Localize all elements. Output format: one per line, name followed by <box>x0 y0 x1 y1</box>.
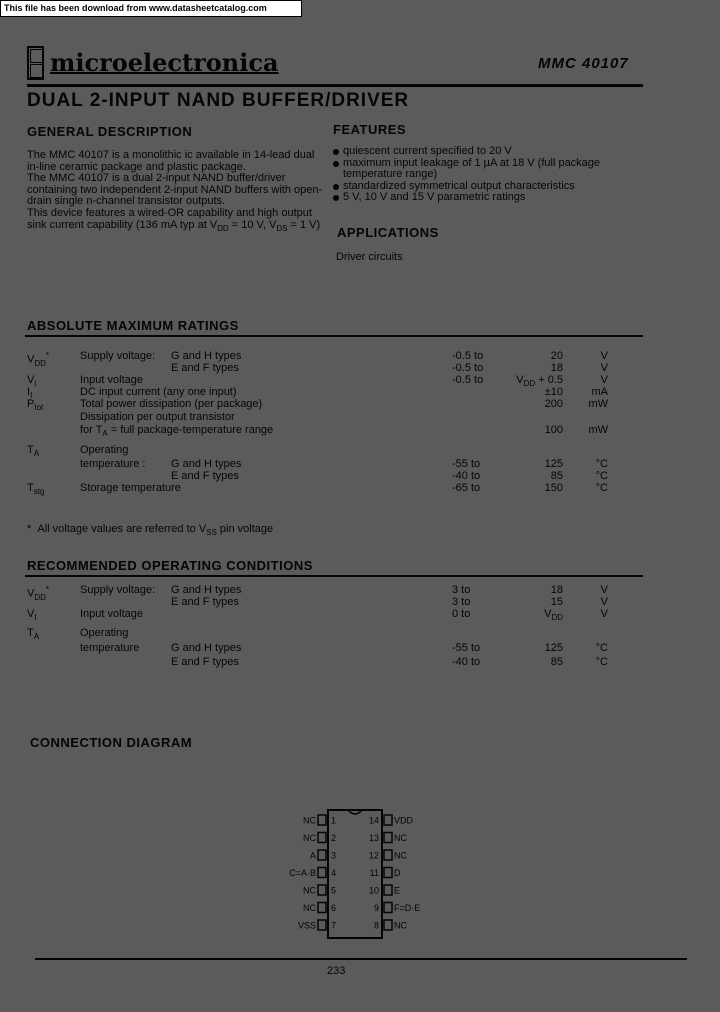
page-title: DUAL 2-INPUT NAND BUFFER/DRIVER <box>27 90 410 111</box>
pin-lead <box>384 920 392 930</box>
pin-label: NC <box>394 833 407 843</box>
pin-lead <box>318 833 326 843</box>
param-label: Operating <box>80 627 129 639</box>
page-number: 233 <box>327 965 346 977</box>
symbol-cell: $T_{stg}$ <box>27 482 45 497</box>
feature-item: quiescent current specified to 20 V <box>333 146 653 158</box>
min-value: 0 to <box>452 608 471 620</box>
desc-para-2: The MMC 40107 is a dual 2-input NAND buffer/driver containing two independent 2-input NAND buffers with open-drain single n-channel transistor outputs. <box>27 172 323 208</box>
min-value: -65 to <box>452 482 481 494</box>
pin-number: 9 <box>373 903 379 913</box>
param-label: DC input current (any one input) <box>80 386 237 398</box>
param-label: temperature : <box>80 458 146 470</box>
min-value: -0.5 to <box>452 374 484 386</box>
pin-lead <box>318 868 326 878</box>
min-value: -0.5 to <box>452 350 484 362</box>
max-value: 100 <box>544 424 563 436</box>
unit-value: mA <box>591 386 608 398</box>
symbol-cell: $I_I$ <box>27 386 33 401</box>
rec-op-heading: RECOMMENDED OPERATING CONDITIONS <box>27 558 313 573</box>
min-value: -40 to <box>452 656 481 668</box>
max-value: 18 <box>550 584 563 596</box>
max-value: 125 <box>544 642 563 654</box>
max-value: ±10 <box>544 386 563 398</box>
param-label: Supply voltage: <box>80 350 156 362</box>
feature-item: standardized symmetrical output characteristics <box>333 181 653 193</box>
unit-value: V <box>600 362 608 374</box>
pin-label: F=D·E <box>394 903 421 913</box>
pin-number: 14 <box>368 815 379 826</box>
header-rule <box>27 84 643 87</box>
pin-lead <box>384 868 392 878</box>
pin-number: 12 <box>368 850 379 861</box>
pin-lead <box>384 850 392 860</box>
type-label: G and H types <box>171 642 242 654</box>
pin-number: 13 <box>368 833 379 843</box>
rec-op-rule <box>25 575 643 577</box>
pin-number: 1 <box>331 815 337 826</box>
pin-lead <box>384 833 392 843</box>
type-label: G and H types <box>171 458 242 470</box>
pin-label: NC <box>303 815 316 826</box>
desc-para-3: This device features a wired-OR capability and high output sink current capability (136 mA typ at $V_{DD} = 10$ V, $V_{DS} = 1$ V) <box>27 206 321 233</box>
abs-max-rule <box>25 335 643 337</box>
param-label: for $T_A$ = full package-temperature range <box>80 424 274 439</box>
max-value: 18 <box>550 362 563 374</box>
max-value: 125 <box>544 458 563 470</box>
symbol-cell: $P_{tot}$ <box>27 398 44 413</box>
pin-number: 3 <box>331 850 337 861</box>
right-pins <box>369 815 420 931</box>
unit-value: V <box>600 596 608 608</box>
unit-value: °C <box>595 482 608 494</box>
pin-lead <box>318 885 326 895</box>
abs-max-heading: ABSOLUTE MAXIMUM RATINGS <box>27 318 239 333</box>
max-value: 20 <box>550 350 563 362</box>
type-label: G and H types <box>171 350 242 362</box>
type-label: G and H types <box>171 584 242 596</box>
param-label: temperature <box>80 642 140 654</box>
pin-number: 2 <box>331 833 337 843</box>
connection-heading: CONNECTION DIAGRAM <box>30 735 193 750</box>
connection-diagram <box>280 800 430 945</box>
pin-number: 11 <box>369 868 379 878</box>
pin-number: 8 <box>373 920 379 931</box>
brand-name: microelectronica <box>50 48 279 77</box>
unit-value: mW <box>588 398 608 410</box>
pin-number: 4 <box>331 868 337 878</box>
pin-lead <box>384 815 392 825</box>
param-label: Total power dissipation (per package) <box>80 398 263 410</box>
unit-value: mW <box>588 424 608 436</box>
download-banner: This file has been download from www.datasheetcatalog.com <box>0 0 302 17</box>
pin-label: C=A·B <box>289 868 316 878</box>
pin-lead <box>384 903 392 913</box>
unit-value: V <box>600 584 608 596</box>
pin-lead <box>318 903 326 913</box>
pin-label: NC <box>394 850 407 861</box>
pin-label: A <box>309 850 316 861</box>
general-heading: GENERAL DESCRIPTION <box>27 124 193 139</box>
pin-lead <box>318 815 326 825</box>
min-value: 3 to <box>452 596 471 608</box>
features-heading: FEATURES <box>333 122 407 137</box>
unit-value: V <box>600 608 608 620</box>
param-label: Input voltage <box>80 374 143 386</box>
applications-heading: APPLICATIONS <box>337 225 439 240</box>
max-value: 200 <box>544 398 563 410</box>
pin-number: 5 <box>331 885 337 896</box>
min-value: -0.5 to <box>452 362 484 374</box>
symbol-cell: $V_i$ <box>27 374 37 389</box>
symbol-cell: $V_I$ <box>27 608 37 623</box>
applications-text: Driver circuits <box>336 251 403 263</box>
pin-number: 7 <box>331 920 337 931</box>
min-value: -40 to <box>452 470 481 482</box>
max-value: 150 <box>544 482 563 494</box>
symbol-cell: $V_{DD}^*$ <box>27 585 50 602</box>
feature-item: maximum input leakage of 1 µA at 18 V (full package temperature range) <box>333 158 653 181</box>
param-label: Dissipation per output transistor <box>80 411 235 423</box>
type-label: E and F types <box>171 470 239 482</box>
pin-lead <box>318 850 326 860</box>
pin-label: VSS <box>297 920 316 931</box>
symbol-cell: $V_{DD}^*$ <box>27 351 50 368</box>
pin-label: E <box>394 885 401 896</box>
pin-number: 10 <box>368 885 379 896</box>
min-value: -55 to <box>452 458 481 470</box>
pin-number: 6 <box>331 903 337 913</box>
type-label: E and F types <box>171 596 239 608</box>
unit-value: V <box>600 350 608 362</box>
symbol-cell: $T_A$ <box>27 627 40 642</box>
feature-item: 5 V, 10 V and 15 V parametric ratings <box>333 192 653 204</box>
footer-rule <box>35 958 687 960</box>
general-description <box>27 150 323 234</box>
desc-para-1: The MMC 40107 is a monolithic ic available in 14-lead dual in-line ceramic package and plastic package. <box>27 149 315 173</box>
max-value: $V_{DD}$ <box>544 608 563 623</box>
min-value: 3 to <box>452 584 471 596</box>
features-list <box>333 146 653 204</box>
pin-lead <box>318 920 326 930</box>
footnote: * All voltage values are referred to $V_{SS}$ pin voltage <box>27 523 274 538</box>
max-value: 85 <box>550 656 563 668</box>
pin-label: D <box>394 868 401 878</box>
type-label: E and F types <box>171 362 239 374</box>
unit-value: °C <box>595 470 608 482</box>
max-value: 85 <box>550 470 563 482</box>
symbol-cell: $T_A$ <box>27 444 40 459</box>
brand-logo-icon <box>27 46 44 80</box>
param-label: Supply voltage: <box>80 584 156 596</box>
pin-label: NC <box>303 833 316 843</box>
pin-label: VDD <box>394 815 414 826</box>
param-label: Storage temperature <box>80 482 181 494</box>
max-value: 15 <box>550 596 563 608</box>
unit-value: °C <box>595 642 608 654</box>
pin-label: NC <box>303 885 316 896</box>
type-label: E and F types <box>171 656 239 668</box>
part-number: MMC 40107 <box>538 55 629 72</box>
pin-lead <box>384 885 392 895</box>
max-value: $V_{DD} + 0.5$ <box>516 374 563 389</box>
unit-value: °C <box>595 458 608 470</box>
pin-label: NC <box>303 903 316 913</box>
param-label: Input voltage <box>80 608 143 620</box>
unit-value: V <box>600 374 608 386</box>
min-value: -55 to <box>452 642 481 654</box>
unit-value: °C <box>595 656 608 668</box>
pin-label: NC <box>394 920 407 931</box>
param-label: Operating <box>80 444 129 456</box>
